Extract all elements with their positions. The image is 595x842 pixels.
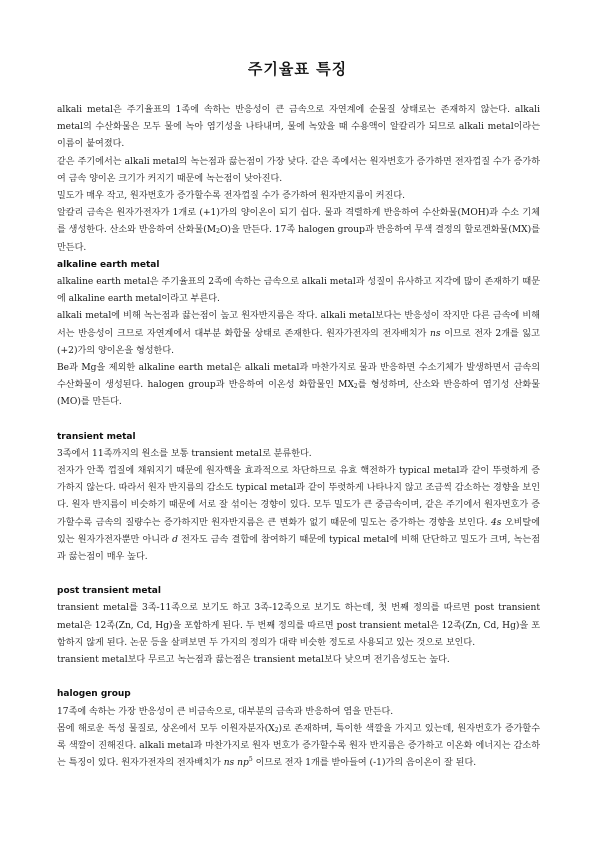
- spacer: [57, 566, 540, 583]
- alkali-paragraph-4: [57, 205, 540, 257]
- spacer: [57, 669, 540, 686]
- italic-term: np: [237, 758, 249, 769]
- italic-term: ns: [223, 758, 235, 769]
- section-heading-post-transient: post transient metal: [57, 586, 161, 597]
- alkali-paragraph-2: 같은 주기에서는 alkali metal의 녹는점과 끓는점이 가장 낮다. 같은 족에서는 원자번호가 증가하면 전자껍질 수가 증가하여 금속 양이온 크기가 커지기 때문에 녹는점이 낮아진다.: [57, 156, 540, 184]
- alkali-paragraph-1: alkali metal은 주기율표의 1족에 속하는 반응성이 큰 금속으로 자연계에 순물질 상태로는 존재하지 않는다. alkali metal의 수산화물은 모두 물에 녹아 염기성을 나타내며, 물에 녹았을 때 수용액이 알칼리가 되므로 alkali metal이라는 이름이 붙여졌다.: [57, 105, 540, 150]
- page-title: 주기율표 특징: [247, 60, 348, 78]
- transient-paragraph-1: 3족에서 11족까지의 원소를 보통 transient metal로 분류한다.: [57, 448, 312, 459]
- spacer: [57, 412, 540, 429]
- alkaline-earth-paragraph-3: [57, 360, 540, 412]
- text-run: 이므로 전자 1개를 받아들여 (-1)가의 음이온이 잘 된다.: [255, 758, 477, 769]
- italic-term: ns: [430, 328, 441, 339]
- italic-term: 4s: [490, 517, 502, 528]
- post-transient-paragraph-2: transient metal보다 무르고 녹는점과 끓는점은 transient metal보다 낮으며 전기음성도는 높다.: [57, 655, 450, 666]
- section-heading-alkaline-earth: alkaline earth metal: [57, 259, 160, 270]
- alkali-paragraph-3: 밀도가 매우 작고, 원자번호가 증가할수록 전자껍질 수가 증가하여 원자반지름이 커진다.: [57, 191, 406, 202]
- text-run: 를 형성하며, 산소와 반응하여 염기성 산화물(MO)를 만든다.: [57, 380, 540, 408]
- post-transient-paragraph-1: transient metal를 3족-11족으로 보기도 하고 3족-12족으로 보기도 하는데, 첫 번째 정의를 따르면 post transient metal은 12족(Zn, Cd, Hg)을 포함하게 된다. 두 번째 정의를 따르면 post transient metal은 12족(Zn, Cd, Hg)을 포함하지 않게 된다. 논문 등을 살펴보면 두 가지의 정의가 대략 비슷한 정도로 사용되고 있는 것으로 보인다.: [57, 603, 540, 648]
- section-heading-transient: transient metal: [57, 431, 136, 442]
- subscript: 2: [353, 383, 358, 391]
- alkaline-earth-paragraph-1: alkaline earth metal은 주기율표의 2족에 속하는 금속으로 alkali metal과 성질이 유사하고 지각에 많이 존재하기 때문에 alkaline earth metal이라고 부른다.: [57, 277, 540, 305]
- italic-term: d: [172, 534, 178, 545]
- transient-paragraph-2: [57, 463, 540, 566]
- document-body: [57, 102, 540, 772]
- text-run: O)을 만든다. 17족 halogen group과 반응하여 무색 결정의 할로겐화물(MX)를 만든다.: [57, 225, 540, 253]
- text-run: 오비탈에 있는 원자가전자뿐만 아니라: [57, 517, 540, 545]
- halogen-paragraph-2: [57, 721, 540, 773]
- text-run: alkali metal에 비해 녹는점과 끓는점이 높고 원자반지름은 작다. alkali metal보다는 반응성이 작지만 다른 금속에 비해서는 반응성이 크므로 자연계에서 대부분 화합물 상태로 존재한다. 원자가전자의 전자배치가: [57, 311, 540, 339]
- text-run: 알칼리 금속은 원자가전자가 1개로 (+1)가의 양이온이 되기 쉽다. 물과 격렬하게 반응하여 수산화물(MOH)과 수소 기체를 생성한다. 산소와 반응하여 산화물(M: [57, 208, 540, 236]
- subscript: 2: [274, 726, 279, 734]
- subscript: 2: [216, 228, 220, 236]
- section-heading-halogen: halogen group: [57, 689, 131, 700]
- text-run: 이므로 전자 2개를 잃고 (+2)가의 양이온을 형성한다.: [57, 328, 540, 356]
- alkaline-earth-paragraph-2: [57, 308, 540, 360]
- text-run: 몸에 해로운 독성 물질로, 상온에서 모두 이원자분자(X: [57, 723, 275, 734]
- superscript: 5: [248, 756, 253, 764]
- text-run: 전자도 금속 결합에 참여하기 때문에 typical metal에 비해 단단하고 밀도가 크며, 녹는점과 끓는점이 매우 높다.: [57, 534, 540, 563]
- text-run: )로 존재하며, 특이한 색깔을 가지고 있는데, 원자번호가 증가할수록 색깔이 진해진다. alkali metal과 마찬가지로 원자 번호가 증가할수록 원자 반지름은 증가하고 이온화 에너지는 감소하는 특징이 있다. 원자가전자의 전자배치가: [57, 723, 540, 769]
- text-run: 전자가 안쪽 껍질에 채워지기 때문에 원자핵을 효과적으로 차단하므로 유효 핵전하가 typical metal과 같이 뚜렷하게 증가하지 않는다. 따라서 원자 반지름의 감소도 typical metal과 같이 뚜렷하게 나타나지 않고 조금씩 감소하는 경향을 보인다. 원자 반지름이 비슷하기 때문에 서로 잘 섞이는 경향이 있다. 모두 밀도가 큰 중금속이며, 같은 주기에서 원자번호가 증가할수록 금속의 질량수는 증가하지만 원자반지름은 큰 변화가 없기 때문에 밀도는 증가하는 경향을 보인다.: [57, 466, 540, 528]
- halogen-paragraph-1: 17족에 속하는 가장 반응성이 큰 비금속으로, 대부분의 금속과 반응하여 염을 만든다.: [57, 706, 394, 717]
- text-run: Be과 Mg을 제외한 alkaline earth metal은 alkali metal과 마찬가지로 물과 반응하면 수소기체가 발생하면서 금속의 수산화물이 생성된다. halogen group과 반응하여 이온성 화합물인 MX: [57, 363, 540, 391]
